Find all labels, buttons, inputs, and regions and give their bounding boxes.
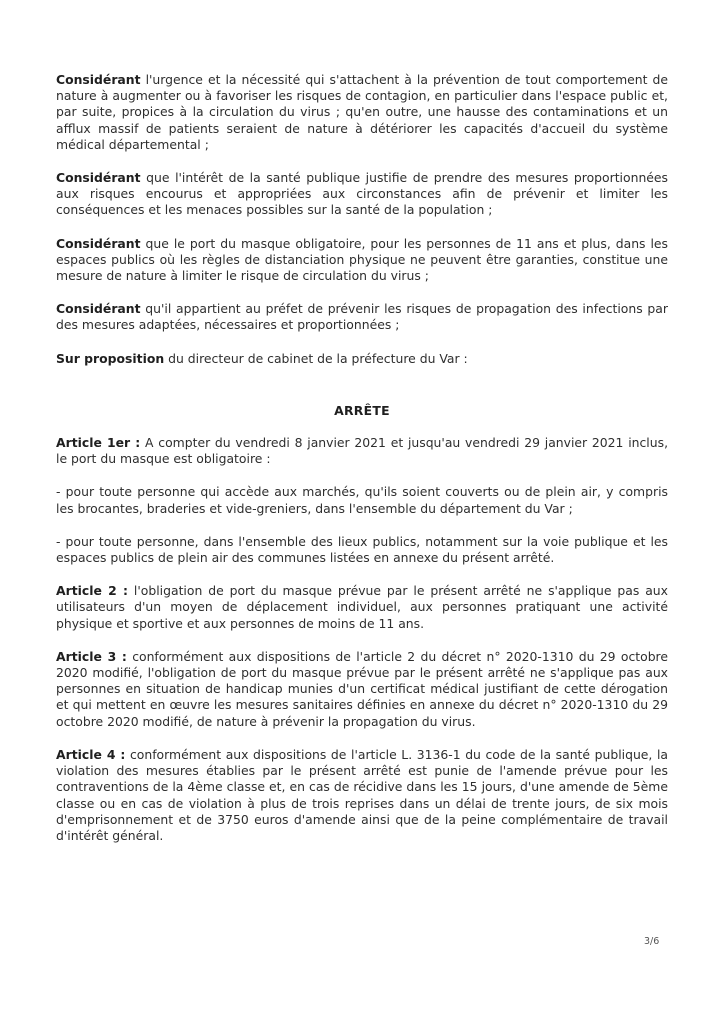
considerant-lead: Considérant	[56, 235, 141, 251]
considerant-text: l'urgence et la nécessité qui s'attachent à la prévention de tout comportement de nature à augmenter ou à favoriser les risques de contagion, en particulier dans l'espace public et, par suite, propices à la circulation du virus ; qu'en outre, une hausse des contaminations et un afflux massif de patients seraient de nature à détériorer les capacités d'accueil du système médical départemental ;	[56, 72, 668, 152]
considerant-lead: Considérant	[56, 72, 141, 87]
considerant-urgence	[56, 72, 668, 153]
article-3-text: conformément aux dispositions de l'article 2 du décret n° 2020-1310 du 29 octobre 2020 modifié, l'obligation de port du masque prévue par le présent arrêté ne s'applique pas aux personnes en situation de handicap munies d'un certificat médical justifiant de cette dérogation et qui mettent en œuvre les mesures sanitaires définies en annexe du décret n° 2020-1310 du 29 octobre 2020 modifié, de nature à prévenir la propagation du virus.	[56, 648, 668, 729]
considerant-text: que le port du masque obligatoire, pour les personnes de 11 ans et plus, dans les espaces publics où les règles de distanciation physique ne peuvent être garanties, constitue une mesure de nature à limiter le risque de circulation du virus ;	[56, 235, 668, 284]
article-1-lead: Article 1er :	[56, 435, 141, 451]
article-2	[56, 583, 668, 632]
article-1-text: A compter du vendredi 8 janvier 2021 et jusqu'au vendredi 29 janvier 2021 inclus, le port du masque est obligatoire :	[56, 435, 669, 467]
article-4-text: conformément aux dispositions de l'article L. 3136-1 du code de la santé publique, la violation des mesures établies par le présent arrêté est punie de l'amende prévue pour les contraventions de la 4ème classe et, en cas de récidive dans les 15 jours, d'une amende de 5ème classe ou en cas de violation à plus de trois reprises dans un délai de trente jours, de six mois d'emprisonnement et de 3750 euros d'amende ainsi que de la peine complémentaire de travail d'intérêt général.	[56, 746, 668, 843]
considerant-lead: Considérant	[56, 170, 141, 186]
article-1-item-marches: - pour toute personne qui accède aux marchés, qu'ils soient couverts ou de plein air, y compris les brocantes, braderies et vide-greniers, dans l'ensemble du département du Var ;	[56, 484, 668, 516]
article-2-lead: Article 2 :	[56, 583, 129, 599]
article-1	[56, 435, 668, 467]
article-3	[56, 649, 668, 730]
document-title: ARRÊTE	[334, 402, 390, 418]
article-4	[56, 747, 668, 844]
article-1-item-lieux-publics: - pour toute personne, dans l'ensemble des lieux publics, notamment sur la voie publique et les espaces publics de plein air des communes listées en annexe du présent arrêté.	[56, 533, 668, 566]
article-4-lead: Article 4 :	[56, 746, 126, 762]
considerant-port-masque	[56, 236, 668, 285]
proposition-text: du directeur de cabinet de la préfecture du Var :	[164, 350, 468, 366]
considerant-sante-publique	[56, 170, 668, 219]
page-number: 3/6	[644, 936, 660, 947]
proposition-lead: Sur proposition	[56, 350, 165, 366]
document-page	[56, 72, 668, 861]
considerant-prefet	[56, 301, 668, 333]
article-2-text: l'obligation de port du masque prévue par le présent arrêté ne s'applique pas aux utilisateurs d'un moyen de déplacement individuel, aux personnes pratiquant une activité physique et sportive et aux personnes de moins de 11 ans.	[56, 583, 668, 631]
article-3-lead: Article 3 :	[56, 648, 127, 664]
considerant-text: qu'il appartient au préfet de prévenir les risques de propagation des infections par des mesures adaptées, nécessaires et proportionnées ;	[56, 301, 668, 333]
considerant-lead: Considérant	[56, 301, 141, 317]
sur-proposition	[56, 351, 668, 367]
considerant-text: que l'intérêt de la santé publique justifie de prendre des mesures proportionnées aux risques encourus et appropriées aux circonstances afin de prévenir et limiter les conséquences et les menaces possibles sur la santé de la population ;	[56, 170, 668, 218]
